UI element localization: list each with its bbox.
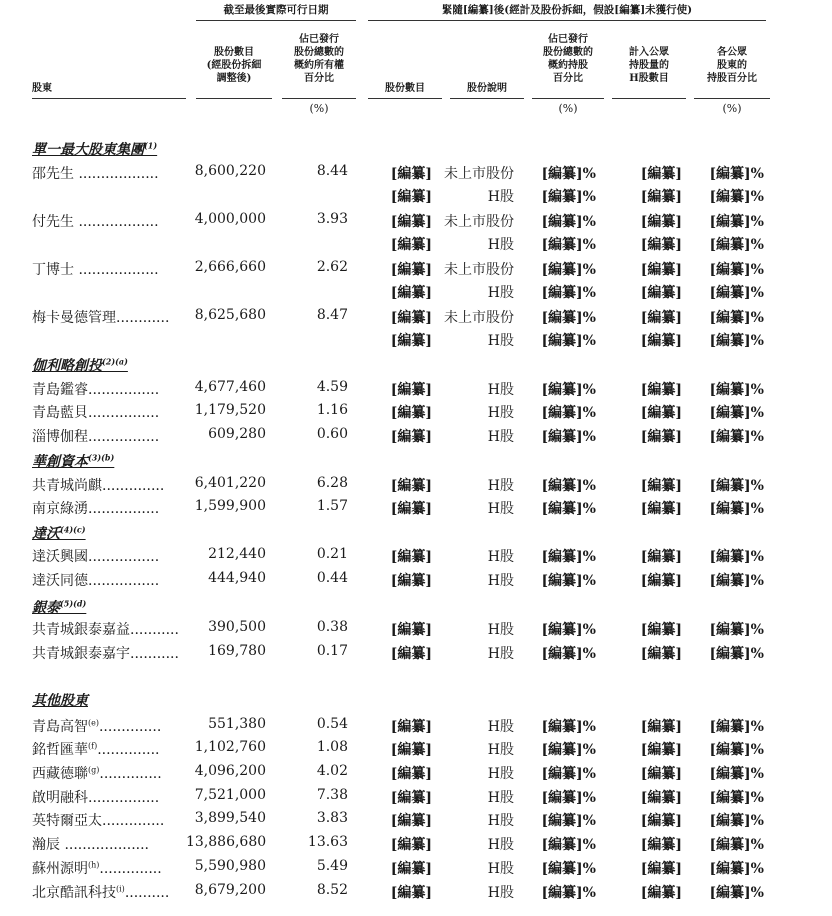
- share-description: 未上市股份: [444, 166, 514, 182]
- table-row: [0, 834, 832, 856]
- redacted-shares: [編纂]: [390, 237, 432, 253]
- redacted-shares: [編纂]: [390, 549, 432, 565]
- share-description: H股: [487, 405, 514, 421]
- group-header-left: 截至最後實際可行日期: [223, 4, 329, 16]
- section-heading-other: 其他股東: [32, 693, 88, 709]
- redacted-holding-pct: [編纂]%: [541, 742, 596, 758]
- redacted-public-holder-pct: [編纂]%: [709, 719, 764, 735]
- redacted-holding-pct: [編纂]%: [541, 501, 596, 517]
- redacted-public-holder-pct: [編纂]%: [709, 837, 764, 853]
- ownership-pct: 0.21: [316, 546, 348, 562]
- redacted-public-holder-pct: [編纂]%: [709, 214, 764, 230]
- table-row: [0, 739, 832, 761]
- shares-count: 6,401,220: [194, 475, 266, 491]
- ownership-pct: 8.47: [316, 307, 348, 323]
- ownership-pct: 0.54: [316, 716, 348, 732]
- table-row: [0, 259, 832, 281]
- shares-count: 8,600,220: [194, 163, 266, 179]
- share-description: H股: [487, 766, 514, 782]
- shares-count: 169,780: [208, 643, 266, 659]
- redacted-holding-pct: [編纂]%: [541, 719, 596, 735]
- table-row: [0, 211, 832, 233]
- shareholder-name: 啟明融科................: [32, 790, 160, 806]
- table-row: [0, 882, 832, 904]
- share-description: H股: [487, 719, 514, 735]
- section-heading-largest-shareholder: 單一最大股東集團$^{(1)}$: [32, 140, 158, 158]
- redacted-public-h-shares: [編纂]: [640, 501, 682, 517]
- table-row: [0, 810, 832, 832]
- header-rule-public-h-shares: [612, 98, 686, 99]
- ownership-pct: 8.52: [316, 882, 348, 898]
- redacted-public-holder-pct: [編纂]%: [709, 310, 764, 326]
- shareholder-name: 銘哲匯華$^{(f)}$..............: [32, 741, 160, 758]
- ownership-pct: 1.08: [316, 739, 348, 755]
- redacted-public-holder-pct: [編纂]%: [709, 382, 764, 398]
- shareholder-name: 淄博伽程................: [32, 429, 160, 445]
- share-description: H股: [487, 189, 514, 205]
- redacted-public-h-shares: [編纂]: [640, 766, 682, 782]
- redacted-public-holder-pct: [編纂]%: [709, 237, 764, 253]
- shareholder-name: 達沃興國................: [32, 549, 160, 565]
- ownership-pct: 1.16: [316, 402, 348, 418]
- share-description: H股: [487, 837, 514, 853]
- ownership-pct: 3.83: [316, 810, 348, 826]
- shares-count: 13,886,680: [186, 834, 267, 850]
- group-rule-left: [196, 20, 356, 21]
- ownership-pct: 4.02: [316, 763, 348, 779]
- shares-count: 609,280: [208, 426, 266, 442]
- shares-count: 444,940: [208, 570, 266, 586]
- shares-count: 8,679,200: [194, 882, 266, 898]
- table-row: [0, 234, 832, 256]
- redacted-public-h-shares: [編纂]: [640, 262, 682, 278]
- redacted-holding-pct: [編纂]%: [541, 790, 596, 806]
- header-rule-ownership-pct: [282, 98, 356, 99]
- redacted-public-h-shares: [編纂]: [640, 214, 682, 230]
- redacted-shares: [編纂]: [390, 262, 432, 278]
- section-heading-galileo: 伽利略創投$^{(2)(a)}$: [32, 356, 128, 374]
- col-header-shares: 股份數目 (經股份拆細 調整後): [206, 47, 262, 84]
- header-rule-shares-after: [368, 98, 442, 99]
- redacted-public-h-shares: [編纂]: [640, 885, 682, 901]
- redacted-shares: [編纂]: [390, 333, 432, 349]
- redacted-public-h-shares: [編纂]: [640, 382, 682, 398]
- shares-count: 1,599,900: [194, 498, 266, 514]
- redacted-shares: [編纂]: [390, 861, 432, 877]
- shares-count: 1,179,520: [194, 402, 266, 418]
- redacted-shares: [編纂]: [390, 719, 432, 735]
- shares-count: 390,500: [208, 619, 266, 635]
- share-description: 未上市股份: [444, 214, 514, 230]
- shares-count: 5,590,980: [194, 858, 266, 874]
- table-row: [0, 330, 832, 352]
- header-rule-shareholder: [32, 98, 186, 99]
- redacted-public-h-shares: [編纂]: [640, 622, 682, 638]
- redacted-holding-pct: [編纂]%: [541, 549, 596, 565]
- share-description: H股: [487, 333, 514, 349]
- redacted-holding-pct: [編纂]%: [541, 766, 596, 782]
- section-heading-huachuang: 華創資本$^{(3)(b)}$: [32, 452, 115, 470]
- shares-count: 3,899,540: [194, 810, 266, 826]
- table-row: [0, 787, 832, 809]
- shareholder-name: 蘇州源明$^{(h)}$..............: [32, 860, 162, 877]
- redacted-public-h-shares: [編纂]: [640, 333, 682, 349]
- redacted-holding-pct: [編纂]%: [541, 285, 596, 301]
- share-description: H股: [487, 501, 514, 517]
- redacted-public-holder-pct: [編纂]%: [709, 478, 764, 494]
- redacted-shares: [編纂]: [390, 766, 432, 782]
- redacted-public-holder-pct: [編纂]%: [709, 742, 764, 758]
- redacted-holding-pct: [編纂]%: [541, 837, 596, 853]
- share-description: H股: [487, 790, 514, 806]
- redacted-shares: [編纂]: [390, 813, 432, 829]
- group-header-right: 緊隨[編纂]後(經計及股份拆細，假設[編纂]未獲行使): [441, 4, 693, 16]
- unit-ownership-pct: (%): [309, 102, 329, 115]
- redacted-holding-pct: [編纂]%: [541, 813, 596, 829]
- redacted-holding-pct: [編纂]%: [541, 405, 596, 421]
- ownership-pct: 0.60: [316, 426, 348, 442]
- redacted-shares: [編纂]: [390, 501, 432, 517]
- redacted-shares: [編纂]: [390, 885, 432, 901]
- redacted-public-h-shares: [編纂]: [640, 549, 682, 565]
- table-row: [0, 619, 832, 641]
- table-row: [0, 716, 832, 738]
- col-header-shares-after: 股份數目: [385, 83, 425, 94]
- share-description: H股: [487, 382, 514, 398]
- redacted-public-h-shares: [編纂]: [640, 861, 682, 877]
- col-header-share-description: 股份說明: [467, 83, 507, 94]
- ownership-pct: 8.44: [316, 163, 348, 179]
- shares-count: 2,666,660: [194, 259, 266, 275]
- redacted-public-holder-pct: [編纂]%: [709, 646, 764, 662]
- redacted-public-holder-pct: [編纂]%: [709, 790, 764, 806]
- table-row: [0, 307, 832, 329]
- col-header-shareholder: 股東: [32, 83, 52, 94]
- share-description: H股: [487, 285, 514, 301]
- table-row: [0, 402, 832, 424]
- shareholder-name: 梅卡曼德管理............: [32, 310, 170, 326]
- redacted-shares: [編纂]: [390, 166, 432, 182]
- redacted-public-h-shares: [編纂]: [640, 429, 682, 445]
- shareholder-name: 西藏德聯$^{(g)}$..............: [32, 765, 162, 782]
- header-rule-holding-pct: [532, 98, 604, 99]
- col-header-ownership-pct: 佔已發行 股份總數的 概約所有權 百分比: [294, 34, 344, 84]
- redacted-holding-pct: [編纂]%: [541, 310, 596, 326]
- group-rule-right: [368, 20, 766, 21]
- redacted-holding-pct: [編纂]%: [541, 646, 596, 662]
- ownership-pct: 5.49: [316, 858, 348, 874]
- redacted-public-h-shares: [編纂]: [640, 189, 682, 205]
- shareholder-name: 付先生 ..................: [32, 214, 159, 230]
- redacted-public-h-shares: [編纂]: [640, 285, 682, 301]
- ownership-pct: 7.38: [316, 787, 348, 803]
- redacted-public-h-shares: [編纂]: [640, 646, 682, 662]
- shares-count: 8,625,680: [194, 307, 266, 323]
- redacted-holding-pct: [編纂]%: [541, 861, 596, 877]
- redacted-public-holder-pct: [編纂]%: [709, 861, 764, 877]
- ownership-pct: 6.28: [316, 475, 348, 491]
- shareholder-name: 邵先生 ..................: [32, 166, 159, 182]
- redacted-public-h-shares: [編纂]: [640, 310, 682, 326]
- redacted-shares: [編纂]: [390, 189, 432, 205]
- header-rule-share-description: [450, 98, 524, 99]
- redacted-public-holder-pct: [編纂]%: [709, 813, 764, 829]
- redacted-shares: [編纂]: [390, 382, 432, 398]
- shares-count: 551,380: [208, 716, 266, 732]
- shares-count: 4,677,460: [194, 379, 266, 395]
- redacted-public-holder-pct: [編纂]%: [709, 429, 764, 445]
- col-header-public-h-shares: 計入公眾 持股量的 H股數目: [629, 47, 669, 84]
- redacted-public-holder-pct: [編纂]%: [709, 262, 764, 278]
- section-heading-dawo: 達沃$^{(4)(c)}$: [32, 524, 86, 542]
- redacted-holding-pct: [編纂]%: [541, 166, 596, 182]
- redacted-public-holder-pct: [編纂]%: [709, 622, 764, 638]
- redacted-public-holder-pct: [編纂]%: [709, 189, 764, 205]
- share-description: 未上市股份: [444, 310, 514, 326]
- redacted-public-h-shares: [編纂]: [640, 405, 682, 421]
- redacted-public-holder-pct: [編纂]%: [709, 573, 764, 589]
- redacted-shares: [編纂]: [390, 837, 432, 853]
- redacted-public-holder-pct: [編纂]%: [709, 501, 764, 517]
- shareholder-name: 瀚辰 ...................: [32, 837, 150, 853]
- redacted-public-h-shares: [編纂]: [640, 813, 682, 829]
- redacted-public-h-shares: [編纂]: [640, 237, 682, 253]
- redacted-shares: [編纂]: [390, 478, 432, 494]
- shareholder-name: 達沃同德................: [32, 573, 160, 589]
- section-heading-yintai: 銀泰$^{(5)(d)}$: [32, 598, 87, 616]
- shareholder-name: 青島藍貝................: [32, 405, 160, 421]
- redacted-shares: [編纂]: [390, 646, 432, 662]
- share-description: H股: [487, 885, 514, 901]
- redacted-public-holder-pct: [編纂]%: [709, 333, 764, 349]
- ownership-pct: 2.62: [316, 259, 348, 275]
- redacted-shares: [編纂]: [390, 405, 432, 421]
- shareholder-name: 英特爾亞太..............: [32, 813, 165, 829]
- share-description: H股: [487, 813, 514, 829]
- share-description: H股: [487, 573, 514, 589]
- redacted-shares: [編纂]: [390, 622, 432, 638]
- unit-holding-pct: (%): [558, 102, 578, 115]
- redacted-public-h-shares: [編纂]: [640, 837, 682, 853]
- table-row: [0, 379, 832, 401]
- ownership-pct: 0.38: [316, 619, 348, 635]
- redacted-public-holder-pct: [編纂]%: [709, 549, 764, 565]
- unit-public-holder-pct: (%): [722, 102, 742, 115]
- redacted-public-h-shares: [編纂]: [640, 573, 682, 589]
- share-description: H股: [487, 742, 514, 758]
- redacted-public-h-shares: [編纂]: [640, 166, 682, 182]
- redacted-holding-pct: [編纂]%: [541, 189, 596, 205]
- shares-count: 7,521,000: [194, 787, 266, 803]
- shareholder-name: 青島高智$^{(e)}$..............: [32, 718, 162, 735]
- redacted-holding-pct: [編纂]%: [541, 382, 596, 398]
- share-description: H股: [487, 429, 514, 445]
- table-row: [0, 426, 832, 448]
- shareholder-name: 共青城尚麒..............: [32, 478, 165, 494]
- redacted-holding-pct: [編纂]%: [541, 333, 596, 349]
- redacted-public-holder-pct: [編纂]%: [709, 285, 764, 301]
- header-rule-shares: [196, 98, 272, 99]
- share-description: H股: [487, 549, 514, 565]
- redacted-holding-pct: [編纂]%: [541, 622, 596, 638]
- header-rule-public-holder-pct: [694, 98, 770, 99]
- redacted-holding-pct: [編纂]%: [541, 262, 596, 278]
- table-row: [0, 546, 832, 568]
- share-description: H股: [487, 646, 514, 662]
- ownership-pct: 0.44: [316, 570, 348, 586]
- table-row: [0, 858, 832, 880]
- table-row: [0, 498, 832, 520]
- shareholder-name: 共青城銀泰嘉益...........: [32, 622, 179, 638]
- table-row: [0, 570, 832, 592]
- ownership-pct: 4.59: [316, 379, 348, 395]
- redacted-shares: [編纂]: [390, 214, 432, 230]
- redacted-holding-pct: [編纂]%: [541, 885, 596, 901]
- redacted-holding-pct: [編纂]%: [541, 429, 596, 445]
- shareholder-name: 南京綠湧................: [32, 501, 160, 517]
- share-description: H股: [487, 861, 514, 877]
- shareholder-name: 青島鑑睿................: [32, 382, 160, 398]
- redacted-shares: [編纂]: [390, 790, 432, 806]
- ownership-pct: 1.57: [316, 498, 348, 514]
- redacted-shares: [編纂]: [390, 310, 432, 326]
- shares-count: 1,102,760: [194, 739, 266, 755]
- share-description: H股: [487, 622, 514, 638]
- redacted-shares: [編纂]: [390, 429, 432, 445]
- redacted-shares: [編纂]: [390, 285, 432, 301]
- redacted-public-holder-pct: [編纂]%: [709, 405, 764, 421]
- ownership-pct: 3.93: [316, 211, 348, 227]
- table-row: [0, 475, 832, 497]
- redacted-public-holder-pct: [編纂]%: [709, 166, 764, 182]
- share-description: H股: [487, 478, 514, 494]
- shares-count: 4,000,000: [194, 211, 266, 227]
- redacted-holding-pct: [編纂]%: [541, 237, 596, 253]
- table-row: [0, 186, 832, 208]
- redacted-public-h-shares: [編纂]: [640, 719, 682, 735]
- redacted-public-h-shares: [編纂]: [640, 478, 682, 494]
- ownership-pct: 13.63: [307, 834, 348, 850]
- table-row: [0, 163, 832, 185]
- table-row: [0, 643, 832, 665]
- redacted-public-holder-pct: [編纂]%: [709, 766, 764, 782]
- redacted-public-h-shares: [編纂]: [640, 742, 682, 758]
- table-row: [0, 763, 832, 785]
- shareholder-name: 共青城銀泰嘉宇...........: [32, 646, 179, 662]
- col-header-holding-pct: 佔已發行 股份總數的 概約持股 百分比: [543, 34, 593, 84]
- shares-count: 212,440: [208, 546, 266, 562]
- redacted-holding-pct: [編纂]%: [541, 478, 596, 494]
- redacted-holding-pct: [編纂]%: [541, 573, 596, 589]
- ownership-pct: 0.17: [316, 643, 348, 659]
- table-row: [0, 282, 832, 304]
- col-header-public-holder-pct: 各公眾 股東的 持股百分比: [707, 47, 757, 84]
- shares-count: 4,096,200: [194, 763, 266, 779]
- share-description: H股: [487, 237, 514, 253]
- redacted-shares: [編纂]: [390, 573, 432, 589]
- shareholder-name: 北京酷訊科技$^{(i)}$..........: [32, 884, 170, 901]
- redacted-public-h-shares: [編纂]: [640, 790, 682, 806]
- redacted-public-holder-pct: [編纂]%: [709, 885, 764, 901]
- redacted-shares: [編纂]: [390, 742, 432, 758]
- redacted-holding-pct: [編纂]%: [541, 214, 596, 230]
- share-description: 未上市股份: [444, 262, 514, 278]
- shareholder-name: 丁博士 ..................: [32, 262, 159, 278]
